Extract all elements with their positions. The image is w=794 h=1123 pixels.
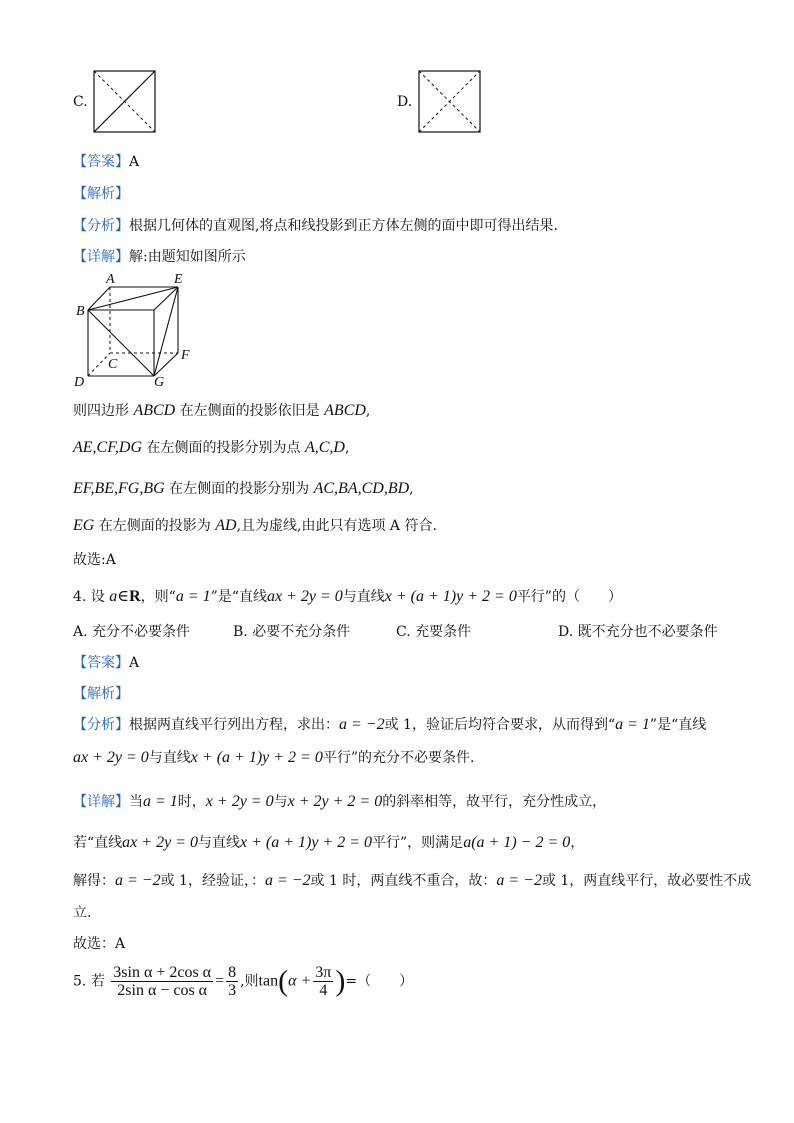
math: R	[129, 588, 141, 605]
option-d-label: D.	[397, 94, 413, 110]
q4-answer	[73, 652, 139, 672]
math: ax + 2y = 0	[122, 834, 198, 851]
answer-tag: 【答案】	[73, 154, 129, 170]
detail-intro: 解:由题知如图所示	[129, 249, 246, 265]
text: 解得：	[73, 873, 115, 889]
text: 根据两直线平行列出方程，求出：	[129, 717, 339, 733]
text: 与直线	[342, 589, 385, 605]
text: 或 1，验证后均符合要求，从而得到“	[384, 717, 616, 733]
q3-summary	[73, 215, 558, 235]
math: a = 1	[175, 588, 211, 605]
text: 在左侧面的投影分别为点	[146, 440, 301, 456]
fraction-sin-cos	[111, 964, 213, 999]
text: ”是“直线	[649, 717, 707, 733]
math: )	[335, 964, 346, 998]
text: 与	[273, 794, 288, 810]
fraction-denominator: 4	[319, 982, 328, 999]
text: ,且为虚线,由此只有选项 A 符合.	[236, 518, 437, 534]
math: x + (a + 1)y + 2 = 0	[384, 588, 517, 605]
math: ax + 2y = 0	[266, 588, 343, 605]
text: ”是“直线	[210, 589, 267, 605]
math: a = −2	[339, 716, 385, 733]
cube-label-c: C	[108, 357, 118, 372]
text: ，	[570, 835, 585, 851]
q4-summary-line-2	[73, 747, 474, 767]
q4-analysis-tag: 【解析】	[73, 686, 129, 702]
text: 平行”的充分不必要条件.	[322, 750, 475, 766]
math: a(a + 1) − 2 = 0	[463, 834, 571, 851]
text: 在左侧面的投影为	[98, 518, 211, 534]
text: ，则“	[140, 589, 176, 605]
math: ABCD	[324, 402, 366, 419]
detail-tag: 【详解】	[73, 249, 129, 265]
q4-option-c[interactable]: C. 充要条件	[396, 624, 472, 640]
text: 在左侧面的投影依旧是	[179, 403, 320, 419]
text: ,	[409, 481, 414, 497]
answer-value: A	[129, 154, 140, 170]
summary-text: 根据几何体的直观图,将点和线投影到正方体左侧的面中即可得出结果.	[129, 218, 558, 234]
cube-label-b: B	[76, 304, 85, 319]
cube-label-d: D	[74, 375, 85, 388]
summary-tag: 【分析】	[73, 717, 129, 733]
math: a = −2	[115, 872, 161, 889]
question-number: 5.	[73, 973, 87, 990]
q4-detail-line-3	[73, 870, 751, 890]
math: a = 1	[615, 716, 650, 733]
cube-label-f: F	[181, 348, 190, 363]
q3-line-3	[73, 478, 414, 498]
fraction-numerator: 3π	[315, 964, 332, 981]
math: a∈	[109, 588, 130, 605]
fraction-denominator: 3	[228, 982, 237, 999]
q4-stem	[73, 586, 622, 606]
q3-line-1	[73, 400, 370, 420]
q4-summary-line-1	[73, 714, 706, 734]
cube-label-e: E	[174, 272, 183, 287]
math: ax + 2y = 0	[73, 749, 149, 766]
text: 与直线	[148, 750, 191, 766]
cube-label-a: A	[106, 272, 115, 287]
q4-option-d[interactable]: D. 既不充分也不必要条件	[558, 624, 718, 640]
math: EF,BE,FG,BG	[73, 480, 165, 497]
text: 设	[90, 589, 105, 605]
math: =	[215, 972, 225, 990]
q3-conclusion: 故选:A	[73, 552, 116, 568]
q4-detail-line-3-wrap: 立.	[73, 905, 92, 921]
text: ,	[344, 440, 350, 456]
text: 在左侧面的投影分别为	[169, 481, 310, 497]
text: 与直线	[197, 835, 240, 851]
q3-line-4	[73, 515, 437, 535]
detail-tag: 【详解】	[73, 794, 129, 810]
answer-value: A	[129, 655, 140, 671]
text: 或 1 时，两直线不重合，故：	[310, 873, 497, 889]
math: ABCD	[133, 402, 176, 419]
summary-tag: 【分析】	[73, 218, 129, 234]
option-d-figure	[418, 70, 482, 134]
math: x + 2y + 2 = 0	[287, 793, 383, 810]
q4-option-b[interactable]: B. 必要不充分条件	[233, 624, 351, 640]
cube-figure	[70, 270, 200, 388]
q3-answer	[73, 151, 139, 171]
text: ,	[365, 403, 371, 419]
question-number: 4.	[73, 589, 87, 605]
q4-option-a[interactable]: A. 充分不必要条件	[73, 624, 191, 640]
option-c-label: C.	[73, 94, 88, 110]
text: 若	[90, 973, 105, 990]
math: a = −2	[496, 872, 542, 889]
option-c-figure	[93, 70, 157, 134]
text: 的斜率相等，故平行，充分性成立，	[382, 794, 607, 810]
text: 则四边形	[73, 403, 129, 419]
text: 平行”的（ ）	[516, 589, 622, 605]
fraction-eight-thirds	[226, 964, 238, 999]
math: α +	[288, 972, 312, 990]
text: 或 1，两直线平行，故必要性不成	[541, 873, 752, 889]
math: A,C,D	[304, 439, 345, 456]
q4-detail-line-2	[73, 832, 584, 852]
q3-analysis-tag: 【解析】	[73, 186, 129, 202]
math: AC,BA,CD,BD	[313, 480, 410, 497]
text: =（ ）	[345, 973, 414, 990]
fraction-numerator: 8	[228, 964, 237, 981]
cube-label-g: G	[154, 375, 165, 388]
math: AD	[215, 517, 237, 534]
math: x + 2y = 0	[205, 793, 274, 810]
math: x + (a + 1)y + 2 = 0	[239, 834, 373, 851]
q3-line-2	[73, 437, 349, 457]
math: a = −2	[264, 872, 311, 889]
text: 若“直线	[73, 835, 123, 851]
text: ,则	[240, 973, 259, 990]
text: 当	[129, 794, 143, 810]
text: 时，	[177, 794, 206, 810]
q3-detail	[73, 246, 246, 266]
q4-conclusion: 故选：A	[73, 936, 126, 952]
math: AE,CF,DG	[73, 439, 143, 456]
math: x + (a + 1)y + 2 = 0	[190, 749, 323, 766]
answer-tag: 【答案】	[73, 655, 129, 671]
fraction-denominator: 2sin α − cos α	[117, 982, 208, 999]
text: 或 1，经验证，：	[160, 873, 265, 889]
fraction-numerator: 3sin α + 2cos α	[113, 964, 212, 981]
fraction-three-pi-over-four	[313, 964, 333, 999]
math: a = 1	[143, 793, 178, 810]
math: tan	[258, 972, 279, 990]
math: (	[278, 964, 289, 998]
q5-stem	[73, 964, 413, 999]
text: 平行”，则满足	[372, 835, 464, 851]
q4-detail-line-1	[73, 791, 606, 811]
math: EG	[73, 517, 95, 534]
